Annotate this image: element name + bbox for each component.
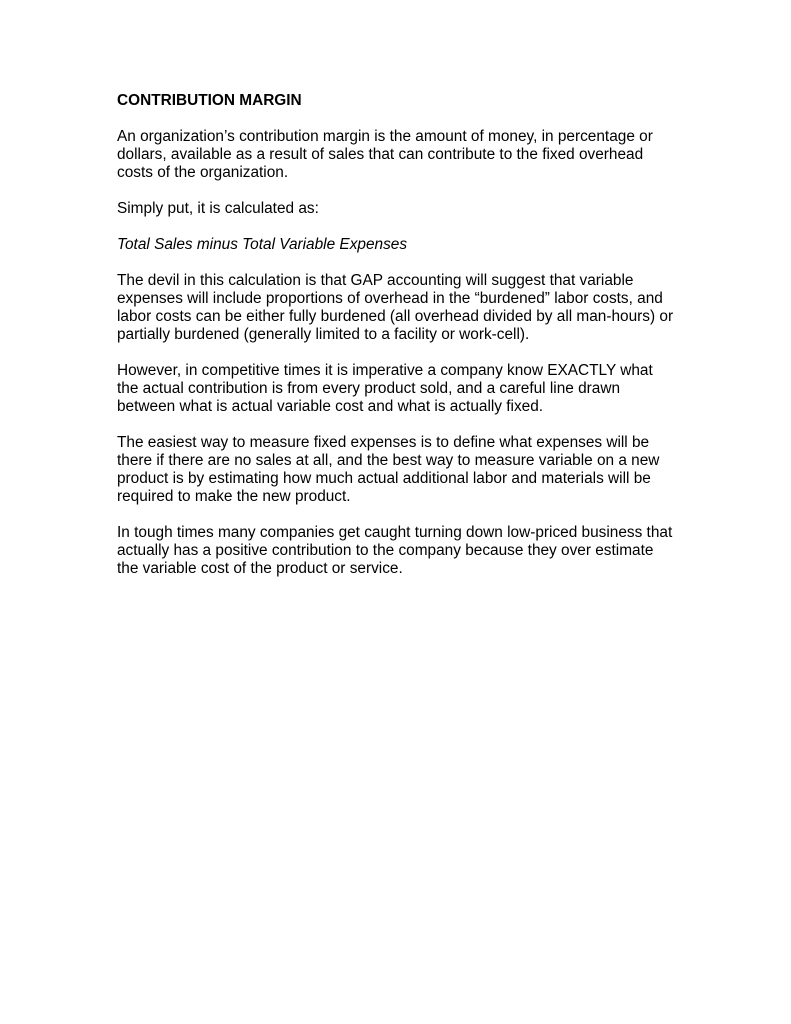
paragraph-formula: Total Sales minus Total Variable Expenses: [117, 236, 408, 253]
document-body: [117, 92, 677, 596]
paragraph-definition: An organization’s contribution margin is the amount of money, in percentage or dollars, available as a result of sales that can contribute to the fixed overhead costs of the organization.: [117, 128, 653, 181]
paragraph-calculation-intro: Simply put, it is calculated as:: [117, 200, 319, 217]
paragraph-tough-times: In tough times many companies get caught turning down low-priced business that actually has a positive contribution to the company because they over estimate the variable cost of the product or service.: [117, 524, 673, 577]
paragraph-measure-expenses: The easiest way to measure fixed expenses is to define what expenses will be there if there are no sales at all, and the best way to measure variable on a new product is by estimating how much actual additional labor and materials will be required to make the new product.: [117, 434, 660, 505]
paragraph-gap-accounting: The devil in this calculation is that GAP accounting will suggest that variable expenses will include proportions of overhead in the “burdened” labor costs, and labor costs can be either fully burdened (all overhead divided by all man-hours) or partially burdened (generally limited to a facility or work-cell).: [117, 272, 674, 343]
document-title: CONTRIBUTION MARGIN: [117, 92, 302, 109]
paragraph-competitive-times: However, in competitive times it is imperative a company know EXACTLY what the actual contribution is from every product sold, and a careful line drawn between what is actual variable cost and what is actually fixed.: [117, 362, 653, 415]
